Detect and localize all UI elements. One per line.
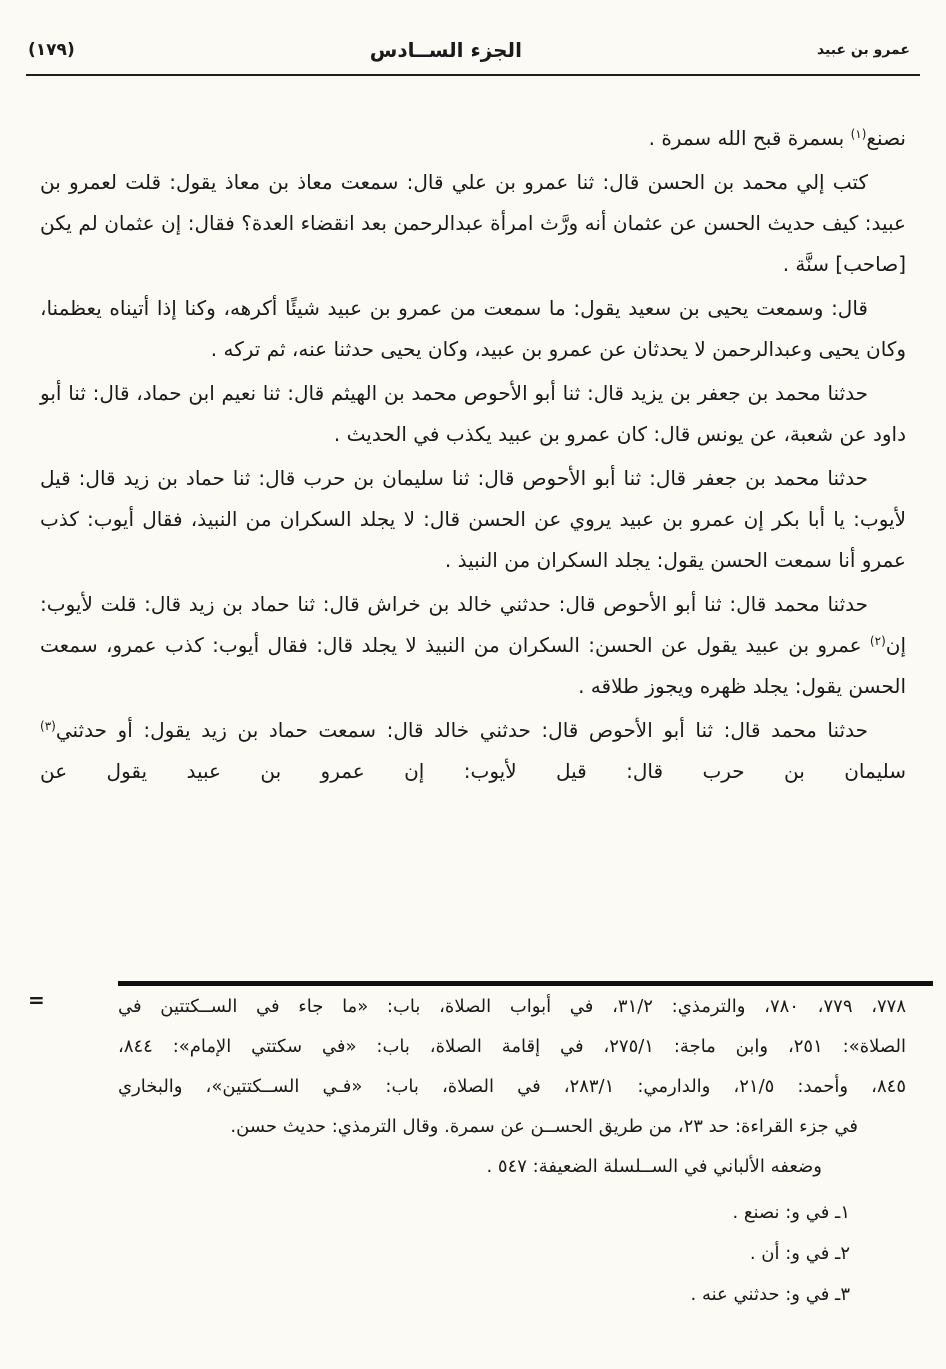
footnote-note-1: ١ـ في و: نصنع . xyxy=(732,1202,850,1223)
paragraph-3: قال: وسمعت يحيى بن سعيد يقول: ما سمعت من عمرو بن عبيد شيئًا أكرهه، وكنا إذا أتيناه يعظمنا، وكان يحيى وعبدالرحمن لا يحدثان عن عمرو بن عبيد، وكان يحيى حدثنا عنه، ثم تركه . xyxy=(40,296,906,361)
footnotes-section xyxy=(118,987,906,1315)
footnote-ref-3: (٣) xyxy=(40,719,56,733)
volume-title: الجزء الســادس xyxy=(369,38,522,62)
paragraph-6-text-a: حدثنا محمد قال: ثنا أبو الأحوص قال: حدثني خالد بن خراش قال: ثنا حماد بن زيد قال: قلت لأيوب: إن xyxy=(40,592,906,657)
footnote-ref-1: (١) xyxy=(850,127,867,141)
main-text xyxy=(40,118,906,795)
footnote-continuation-mark: = xyxy=(28,988,45,1012)
footnote-continuation-line: الصلاة»: ٢٥١، وابن ماجة: ٢٧٥/١، في إقامة الصلاة، باب: «في سكتتي الإمام»: ٨٤٤، xyxy=(118,1036,906,1057)
paragraph-2: كتب إلي محمد بن الحسن قال: ثنا عمرو بن علي قال: سمعت معاذ بن معاذ يقول: قلت لعمرو بن عبيد: كيف حديث الحسن عن عثمان أنه ورَّث امرأة عبدالرحمن بعد انقضاء العدة؟ فقال: إن عثمان لم يكن [صاحب] سنَّة . xyxy=(40,170,906,276)
paragraph-7-text-a: حدثنا محمد قال: ثنا أبو الأحوص قال: حدثني خالد قال: سمعت حماد بن زيد يقول: أو حدثني xyxy=(55,718,868,742)
footnote-note-3: ٣ـ في و: حدثني عنه . xyxy=(690,1284,850,1305)
paragraph-1-text-a: نصنع xyxy=(866,126,906,150)
paragraph-6-text-b: عمرو بن عبيد يقول عن الحسن: السكران من النبيذ لا يجلد قال: فقال أيوب: كذب عمرو، سمعت الحسن يقول: يجلد ظهره ويجوز طلاقه . xyxy=(40,633,906,698)
header-rule xyxy=(26,74,920,76)
footnote-continuation-line: في جزء القراءة: حد ٢٣، من طريق الحســن عن سمرة. وقال الترمذي: حديث حسن. xyxy=(230,1116,858,1137)
footnote-ref-2: (٢) xyxy=(869,634,886,648)
paragraph-7-text-b: سليمان بن حرب قال: قيل لأيوب: إن عمرو بن عبيد يقول عن xyxy=(40,759,906,783)
paragraph-4: حدثنا محمد بن جعفر بن يزيد قال: ثنا أبو الأحوص محمد بن الهيثم قال: ثنا نعيم ابن حماد، قال: ثنا أبو داود عن شعبة، عن يونس قال: كان عمرو بن عبيد يكذب في الحديث . xyxy=(40,381,906,446)
paragraph-1 xyxy=(40,118,906,159)
paragraph-1-text-b: بسمرة قبح الله سمرة . xyxy=(648,126,851,150)
paragraph-6 xyxy=(40,584,906,707)
footnote-continuation-line: ٨٤٥، وأحمد: ٢١/٥، والدارمي: ٢٨٣/١، في الصلاة، باب: «فـي الســكتتين»، والبخاري xyxy=(118,1076,906,1097)
page-number: (١٧٩) xyxy=(28,40,75,60)
paragraph-7 xyxy=(40,710,906,792)
page-header xyxy=(28,38,910,62)
running-head: عمرو بن عبيد xyxy=(816,42,910,58)
footnote-continuation-line: ٧٧٨، ٧٧٩، ٧٨٠، والترمذي: ٣١/٢، في أبواب الصلاة، باب: «ما جاء في الســكتتين في xyxy=(118,996,907,1017)
footnote-note-2: ٢ـ في و: أن . xyxy=(749,1243,850,1264)
footnote-notes xyxy=(118,1192,906,1315)
footnote-separator-rule xyxy=(118,981,933,986)
paragraph-5: حدثنا محمد بن جعفر قال: ثنا أبو الأحوص قال: ثنا سليمان بن حرب قال: ثنا حماد بن زيد قال: قيل لأيوب: يا أبا بكر إن عمرو بن عبيد يروي عن الحسن قال: لا يجلد السكران من النبيذ، فقال أيوب: كذب عمرو أنا سمعت الحسن يقول: يجلد السكران من النبيذ . xyxy=(40,466,906,572)
footnote-continuation-line: وضعفه الألباني في الســلسلة الضعيفة: ٥٤٧ . xyxy=(486,1156,822,1177)
